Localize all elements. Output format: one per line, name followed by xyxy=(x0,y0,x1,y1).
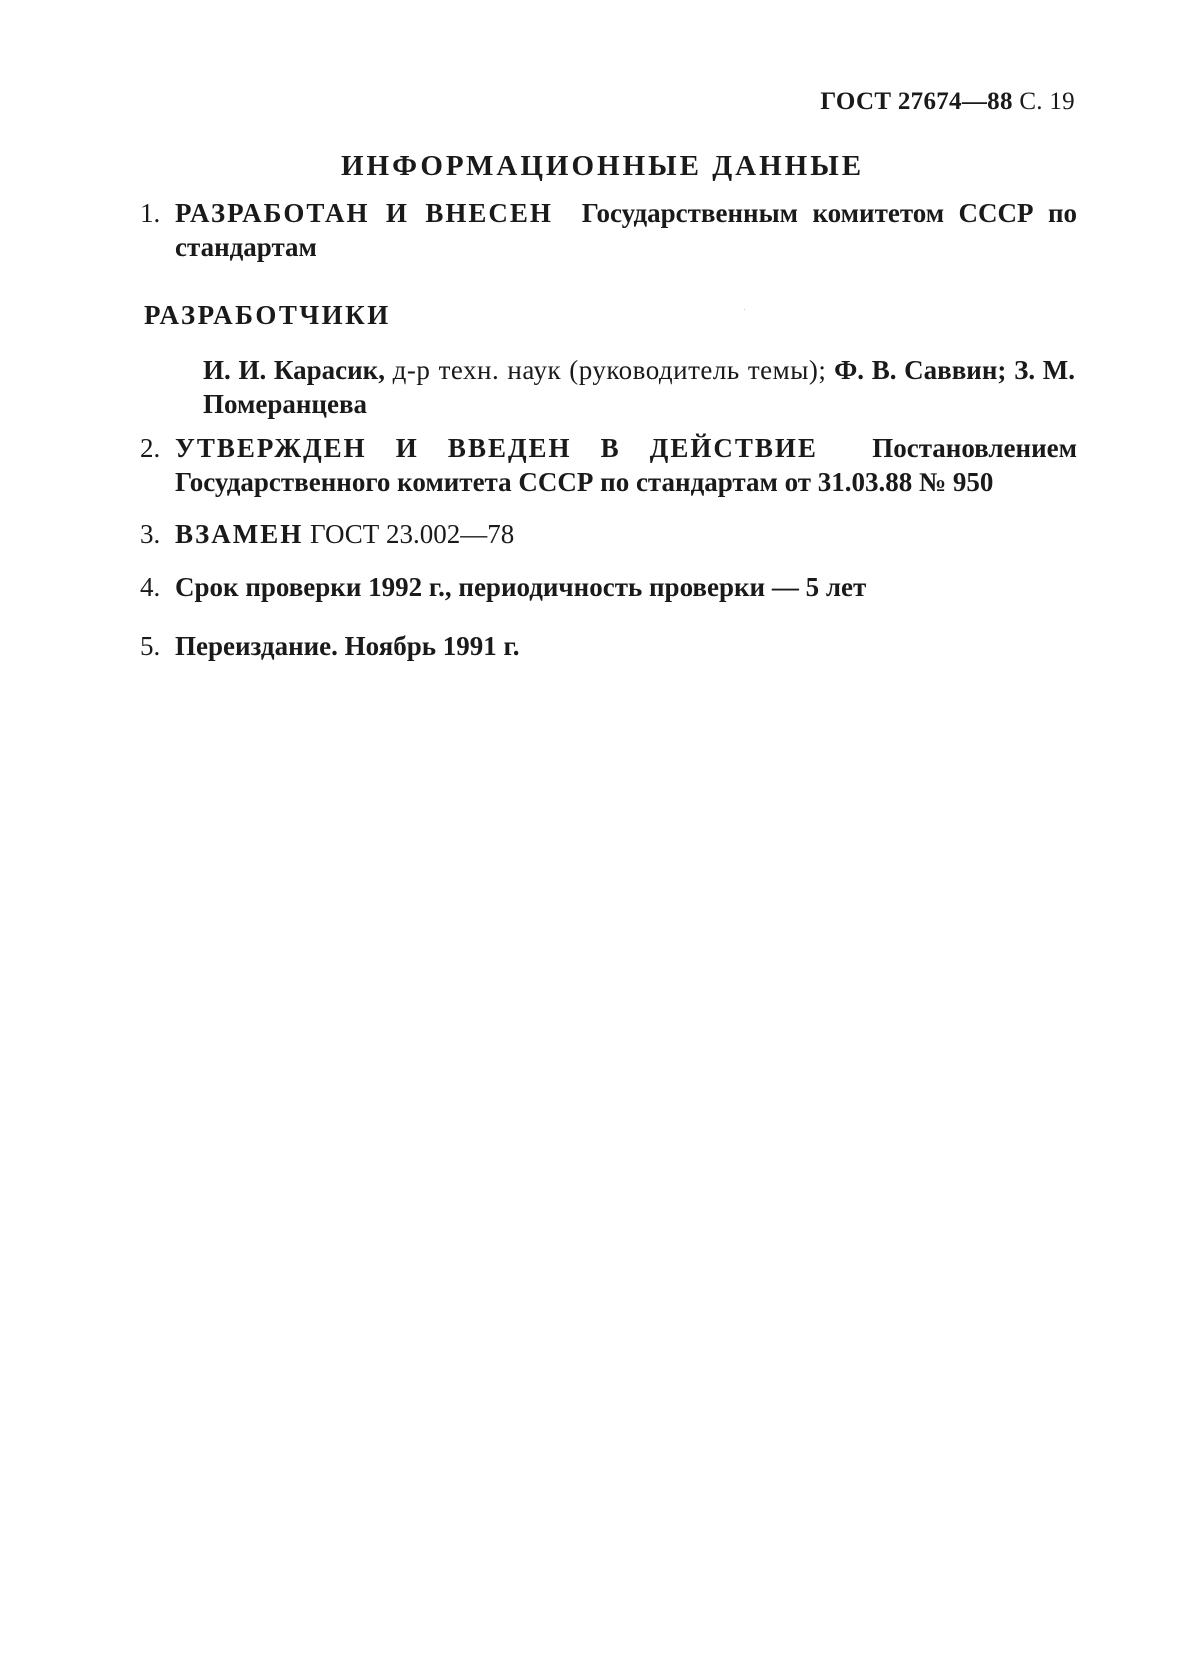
developer-role: д-р техн. наук (руководитель темы); xyxy=(392,355,827,385)
info-item-3 xyxy=(142,517,1077,551)
item-text: Срок проверки 1992 г., периодичность проверки — 5 лет xyxy=(175,572,867,602)
item-body xyxy=(175,431,1077,499)
page-header xyxy=(820,88,1075,116)
item-number: 5. xyxy=(140,631,161,661)
developer-names: Ф. В. Саввин; З. М. Померанцева xyxy=(203,355,1076,419)
item-caps-label: УТВЕРЖДЕН И ВВЕДЕН В ДЕЙСТВИЕ xyxy=(175,433,818,463)
item-text: Постановлением Государственного комитета СССР по стандартам от 31.03.88 № 950 xyxy=(175,433,1078,497)
item-caps-label: ВЗАМЕН xyxy=(175,519,304,549)
developer-name: И. И. Карасик, xyxy=(203,355,385,385)
item-body xyxy=(175,570,1077,604)
info-item-4 xyxy=(142,570,1077,604)
item-number: 4. xyxy=(140,572,161,602)
scan-speck xyxy=(744,309,745,310)
item-number: 2. xyxy=(140,433,161,463)
developers-list xyxy=(203,353,1075,421)
page-number: С. 19 xyxy=(1019,88,1075,115)
item-text: Переиздание. Ноябрь 1991 г. xyxy=(175,631,520,661)
item-body xyxy=(175,629,1077,663)
info-item-2 xyxy=(142,431,1077,499)
item-text: ГОСТ 23.002—78 xyxy=(310,519,515,549)
item-body xyxy=(175,196,1077,264)
item-caps-label: РАЗРАБОТАН И ВНЕСЕН xyxy=(175,198,553,228)
section-title: ИНФОРМАЦИОННЫЕ ДАННЫЕ xyxy=(340,150,865,182)
item-number: 3. xyxy=(140,519,161,549)
standard-number: ГОСТ 27674—88 xyxy=(820,88,1013,115)
item-text: Государственным комитетом СССР по стандартам xyxy=(175,198,1078,262)
info-item-5 xyxy=(142,629,1077,663)
info-item-1 xyxy=(142,196,1077,264)
developers-heading: РАЗРАБОТЧИКИ xyxy=(144,300,391,330)
item-number: 1. xyxy=(140,198,161,228)
item-body xyxy=(175,517,1077,551)
